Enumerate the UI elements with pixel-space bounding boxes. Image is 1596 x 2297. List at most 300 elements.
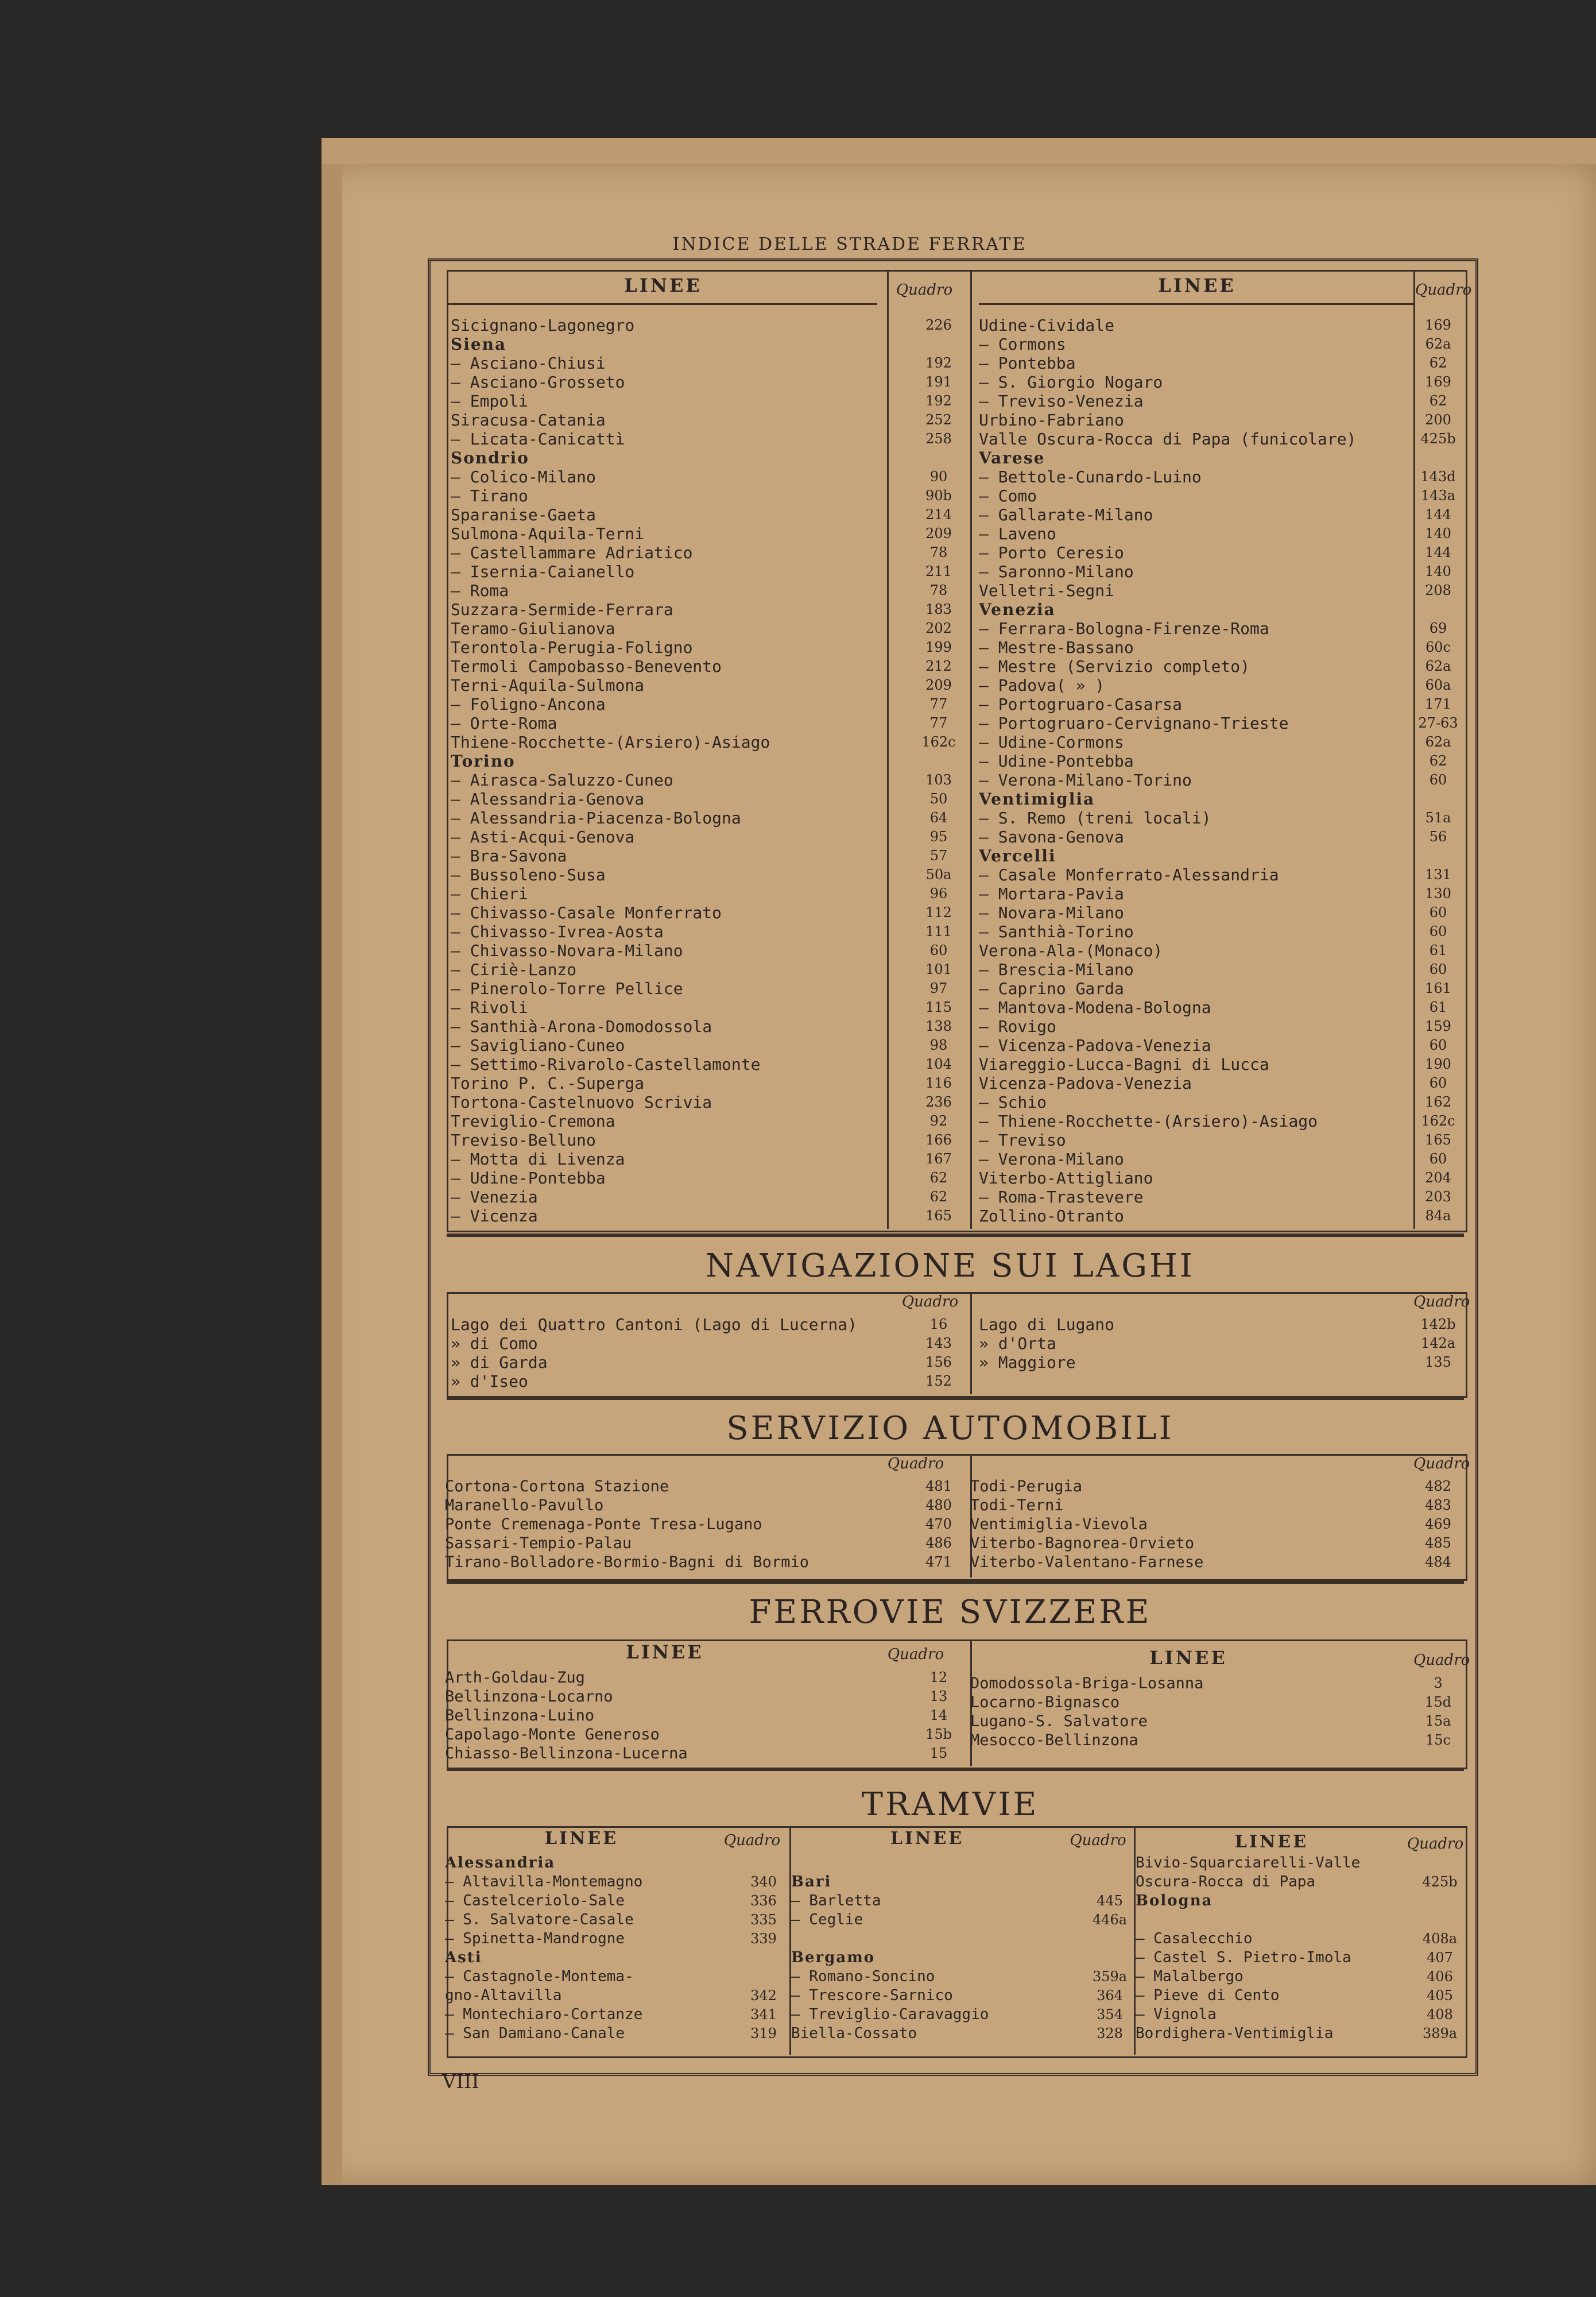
index-entry bbox=[451, 486, 962, 505]
entry-name: — Castel S. Pietro-Imola bbox=[1136, 1949, 1351, 1966]
index-entry bbox=[979, 354, 1461, 373]
index-entry bbox=[451, 1074, 962, 1093]
entry-name: — Romano-Soncino bbox=[791, 1968, 935, 1985]
index-entry bbox=[445, 1515, 962, 1534]
tramvie-linee-2: LINEE bbox=[890, 1828, 964, 1849]
entry-name: — Santhià-Torino bbox=[979, 922, 1134, 941]
linee-header-left: LINEE bbox=[624, 274, 702, 296]
index-entry bbox=[979, 543, 1461, 562]
entry-name: — Porto Ceresio bbox=[979, 543, 1124, 562]
entry-name: — Rovigo bbox=[979, 1017, 1056, 1036]
entry-quadro: 143d bbox=[1420, 469, 1456, 485]
entry-name: — Vicenza-Padova-Venezia bbox=[979, 1036, 1211, 1055]
entry-name: — Tirano bbox=[451, 486, 528, 505]
index-entry bbox=[445, 1687, 962, 1706]
entry-name: — Ferrara-Bologna-Firenze-Roma bbox=[979, 619, 1269, 638]
entry-name: Torino P. C.-Superga bbox=[451, 1074, 645, 1093]
index-entry bbox=[1136, 1873, 1463, 1892]
entry-name: Oscura-Rocca di Papa bbox=[1136, 1873, 1316, 1890]
entry-quadro: 13 bbox=[929, 1688, 948, 1704]
entry-name: — Padova( » ) bbox=[979, 676, 1105, 695]
index-entry bbox=[451, 998, 962, 1017]
entry-quadro: 60 bbox=[1429, 1151, 1447, 1167]
entry-name: Asti bbox=[445, 1949, 482, 1966]
index-entry bbox=[979, 486, 1461, 505]
automobili-quadro-left: Quadro bbox=[887, 1455, 944, 1472]
index-entry bbox=[979, 922, 1461, 941]
index-entry bbox=[979, 714, 1461, 733]
entry-quadro: 364 bbox=[1097, 1987, 1123, 2004]
page-binding-edge bbox=[321, 164, 342, 2185]
index-entry bbox=[979, 638, 1461, 657]
entry-quadro: 50 bbox=[929, 791, 948, 807]
entry-quadro: 162 bbox=[1425, 1094, 1451, 1110]
index-entry bbox=[451, 411, 962, 430]
entry-quadro: 183 bbox=[925, 601, 952, 617]
index-entry bbox=[451, 657, 962, 676]
tramvie-list-3 bbox=[1136, 1854, 1463, 2043]
index-entry bbox=[979, 733, 1461, 752]
entry-name: Termoli Campobasso-Benevento bbox=[451, 657, 722, 676]
index-entry bbox=[791, 2005, 1133, 2024]
entry-quadro: 319 bbox=[750, 2025, 777, 2041]
entry-quadro: 445 bbox=[1097, 1893, 1123, 1909]
entry-quadro: 84a bbox=[1425, 1208, 1451, 1224]
entry-quadro: 142b bbox=[1420, 1316, 1456, 1332]
entry-quadro: 481 bbox=[925, 1478, 952, 1494]
index-entry bbox=[970, 1674, 1461, 1693]
entry-name: — S. Salvatore-Casale bbox=[445, 1911, 634, 1928]
index-entry bbox=[979, 316, 1461, 335]
index-entry bbox=[451, 1055, 962, 1074]
entry-name: — Asciano-Grosseto bbox=[451, 373, 625, 392]
entry-quadro: 336 bbox=[750, 1893, 777, 1909]
index-entry bbox=[451, 543, 962, 562]
entry-quadro: 60 bbox=[1429, 904, 1447, 921]
entry-quadro: 60 bbox=[1429, 1075, 1447, 1091]
entry-name: — Como bbox=[979, 486, 1037, 505]
index-entry bbox=[451, 316, 962, 335]
index-entry bbox=[979, 771, 1461, 790]
index-entry bbox=[451, 865, 962, 884]
navigazione-center-divider bbox=[970, 1292, 972, 1394]
linee-center-divider bbox=[970, 270, 972, 1229]
index-entry bbox=[979, 467, 1461, 486]
entry-name: — Roma-Trastevere bbox=[979, 1188, 1144, 1206]
index-entry bbox=[970, 1731, 1461, 1750]
entry-name: Bordighera-Ventimiglia bbox=[1136, 2025, 1334, 2042]
entry-name: — Treviglio-Caravaggio bbox=[791, 2006, 989, 2023]
entry-quadro: 192 bbox=[925, 393, 952, 409]
index-entry bbox=[791, 1911, 1133, 1929]
index-entry bbox=[451, 1150, 962, 1169]
entry-name: — Alessandria-Genova bbox=[451, 790, 645, 809]
entry-name: Vercelli bbox=[979, 846, 1056, 865]
index-entry bbox=[451, 922, 962, 941]
entry-name: — Altavilla-Montemagno bbox=[445, 1873, 643, 1890]
index-entry bbox=[1136, 1967, 1463, 1986]
entry-name: — Airasca-Saluzzo-Cuneo bbox=[451, 771, 673, 790]
entry-name: — Roma bbox=[451, 581, 509, 600]
entry-quadro: 143 bbox=[925, 1335, 952, 1351]
index-entry bbox=[451, 714, 962, 733]
entry-quadro: 60c bbox=[1425, 639, 1451, 655]
entry-quadro: 90b bbox=[925, 488, 952, 504]
entry-name: Lago dei Quattro Cantoni (Lago di Lucerna) bbox=[451, 1315, 858, 1334]
index-entry bbox=[979, 581, 1461, 600]
entry-name: Cortona-Cortona Stazione bbox=[445, 1478, 669, 1495]
index-entry bbox=[451, 354, 962, 373]
group-heading bbox=[791, 1948, 1133, 1967]
index-entry bbox=[451, 638, 962, 657]
entry-quadro: 101 bbox=[925, 961, 952, 977]
index-entry bbox=[451, 467, 962, 486]
index-entry bbox=[979, 1169, 1461, 1188]
entry-name: — Santhià-Arona-Domodossola bbox=[451, 1017, 712, 1036]
entry-quadro: 90 bbox=[929, 469, 948, 485]
entry-name: — Isernia-Caianello bbox=[451, 562, 635, 581]
index-entry bbox=[979, 998, 1461, 1017]
entry-name: — Caprino Garda bbox=[979, 979, 1124, 998]
entry-quadro: 258 bbox=[925, 431, 952, 447]
entry-name: — Gallarate-Milano bbox=[979, 505, 1153, 524]
entry-quadro: 62a bbox=[1425, 658, 1451, 674]
entry-quadro: 15c bbox=[1425, 1732, 1451, 1748]
entry-name: — Chivasso-Ivrea-Aosta bbox=[451, 922, 664, 941]
tramvie-title: TRAMVIE bbox=[861, 1786, 1039, 1823]
index-entry bbox=[979, 392, 1461, 411]
index-entry bbox=[451, 771, 962, 790]
index-entry bbox=[791, 1854, 1133, 1873]
entry-quadro: 140 bbox=[1425, 525, 1451, 542]
entry-name: Udine-Cividale bbox=[979, 316, 1115, 335]
index-entry bbox=[979, 1093, 1461, 1112]
entry-name: — Chivasso-Novara-Milano bbox=[451, 941, 683, 960]
index-entry bbox=[451, 1372, 962, 1391]
quadro-header-right: Quadro bbox=[1415, 281, 1472, 299]
entry-name: Sparanise-Gaeta bbox=[451, 505, 596, 524]
tramvie-quadro-2: Quadro bbox=[1070, 1832, 1126, 1849]
entry-quadro: 62a bbox=[1425, 734, 1451, 750]
index-entry bbox=[970, 1515, 1461, 1534]
running-title: INDICE DELLE STRADE FERRATE bbox=[672, 234, 1027, 254]
entry-quadro: 144 bbox=[1425, 506, 1451, 523]
index-entry bbox=[970, 1534, 1461, 1553]
entry-quadro: 156 bbox=[925, 1354, 952, 1370]
entry-name: » d'Iseo bbox=[451, 1372, 528, 1391]
entry-name: — Spinetta-Mandrogne bbox=[445, 1930, 625, 1947]
entry-name: — Chivasso-Casale Monferrato bbox=[451, 903, 722, 922]
index-entry bbox=[979, 827, 1461, 846]
entry-name: — San Damiano-Canale bbox=[445, 2025, 625, 2042]
entry-name: — Pinerolo-Torre Pellice bbox=[451, 979, 683, 998]
entry-name: Ponte Cremenaga-Ponte Tresa-Lugano bbox=[445, 1515, 762, 1533]
entry-quadro: 169 bbox=[1425, 374, 1451, 390]
entry-quadro: 111 bbox=[925, 923, 952, 939]
index-entry bbox=[970, 1496, 1461, 1515]
entry-quadro: 130 bbox=[1425, 885, 1451, 902]
tramvie-linee-3: LINEE bbox=[1234, 1832, 1309, 1852]
entry-name: Bellinzona-Locarno bbox=[445, 1688, 613, 1706]
entry-name: — Orte-Roma bbox=[451, 714, 557, 733]
entry-quadro: 96 bbox=[929, 885, 948, 902]
entry-quadro: 64 bbox=[929, 810, 948, 826]
entry-name: Tortona-Castelnuovo Scrivia bbox=[451, 1093, 712, 1112]
entry-name: — Castellammare Adriatico bbox=[451, 543, 693, 562]
index-entry bbox=[451, 960, 962, 979]
entry-name: — Rivoli bbox=[451, 998, 528, 1017]
entry-name: — Savigliano-Cuneo bbox=[451, 1036, 625, 1055]
entry-quadro: 199 bbox=[925, 639, 952, 655]
entry-quadro: 354 bbox=[1097, 2006, 1123, 2023]
entry-quadro: 152 bbox=[925, 1373, 952, 1389]
entry-quadro: 62 bbox=[1429, 393, 1447, 409]
entry-quadro: 328 bbox=[1097, 2025, 1123, 2041]
entry-name: Arth-Goldau-Zug bbox=[445, 1669, 585, 1687]
automobili-quadro-right: Quadro bbox=[1413, 1455, 1470, 1472]
entry-name: — Mestre (Servizio completo) bbox=[979, 657, 1250, 676]
index-entry bbox=[979, 809, 1461, 827]
linee-list-right bbox=[979, 316, 1461, 1225]
entry-quadro: 482 bbox=[1425, 1478, 1451, 1494]
entry-quadro: 140 bbox=[1425, 563, 1451, 579]
index-entry bbox=[979, 1074, 1461, 1093]
entry-name: — Laveno bbox=[979, 524, 1056, 543]
entry-name: Bari bbox=[791, 1873, 832, 1890]
entry-name: — Empoli bbox=[451, 392, 528, 411]
entry-quadro: 61 bbox=[1429, 942, 1447, 958]
index-entry bbox=[445, 2024, 787, 2043]
index-entry bbox=[451, 430, 962, 448]
entry-quadro: 407 bbox=[1427, 1950, 1453, 1966]
entry-name: Locarno-Bignasco bbox=[970, 1693, 1120, 1711]
entry-quadro: 167 bbox=[925, 1151, 952, 1167]
entry-name: — Treviso-Venezia bbox=[979, 392, 1144, 411]
entry-quadro: 214 bbox=[925, 506, 952, 523]
index-entry bbox=[451, 524, 962, 543]
entry-name: — Ceglie bbox=[791, 1911, 863, 1928]
entry-quadro: 62 bbox=[1429, 753, 1447, 769]
svizzere-title: FERROVIE SVIZZERE bbox=[749, 1594, 1152, 1631]
index-entry bbox=[445, 1725, 962, 1744]
entry-quadro: 341 bbox=[750, 2006, 777, 2023]
index-entry bbox=[979, 1315, 1461, 1334]
entry-name: — Udine-Pontebba bbox=[451, 1169, 606, 1188]
entry-quadro: 144 bbox=[1425, 544, 1451, 560]
entry-name: — Castagnole-Montema- bbox=[445, 1968, 634, 1985]
index-entry bbox=[451, 1315, 962, 1334]
group-heading bbox=[451, 335, 962, 354]
entry-name: — Treviso bbox=[979, 1131, 1066, 1150]
index-entry bbox=[1136, 1948, 1463, 1967]
entry-name: — Casale Monferrato-Alessandria bbox=[979, 865, 1279, 884]
entry-name: Siracusa-Catania bbox=[451, 411, 606, 430]
entry-name: Biella-Cossato bbox=[791, 2025, 917, 2042]
entry-quadro: 15a bbox=[1425, 1713, 1451, 1729]
entry-name: — Mestre-Bassano bbox=[979, 638, 1134, 657]
index-entry bbox=[451, 676, 962, 695]
index-entry bbox=[979, 505, 1461, 524]
entry-quadro: 359a bbox=[1092, 1969, 1128, 1985]
index-entry bbox=[445, 1873, 787, 1892]
index-entry bbox=[1136, 2024, 1463, 2043]
entry-name: Alessandria bbox=[445, 1854, 556, 1871]
entry-quadro: 192 bbox=[925, 355, 952, 371]
svizzere-list-right bbox=[970, 1674, 1461, 1750]
index-entry bbox=[445, 1967, 787, 1986]
index-entry bbox=[451, 392, 962, 411]
index-entry bbox=[451, 733, 962, 752]
entry-quadro: 115 bbox=[925, 999, 952, 1015]
entry-quadro: 425b bbox=[1420, 431, 1456, 447]
index-entry bbox=[970, 1477, 1461, 1496]
entry-name: — Portogruaro-Cervignano-Trieste bbox=[979, 714, 1289, 733]
entry-quadro: 135 bbox=[1425, 1354, 1451, 1370]
entry-quadro: 98 bbox=[929, 1037, 948, 1053]
index-entry bbox=[1136, 1986, 1463, 2005]
entry-quadro: 252 bbox=[925, 412, 952, 428]
entry-quadro: 57 bbox=[929, 848, 948, 864]
group-heading bbox=[445, 1948, 787, 1967]
entry-name: — Barletta bbox=[791, 1892, 881, 1909]
index-entry bbox=[1136, 1911, 1463, 1929]
index-entry bbox=[979, 676, 1461, 695]
entry-quadro: 165 bbox=[925, 1208, 952, 1224]
index-entry bbox=[791, 1929, 1133, 1948]
index-entry bbox=[451, 1334, 962, 1353]
entry-quadro: 15d bbox=[1425, 1694, 1451, 1710]
entry-name: — Castelceriolo-Sale bbox=[445, 1892, 625, 1909]
index-entry bbox=[451, 1353, 962, 1372]
svizzere-quadro-left: Quadro bbox=[887, 1646, 944, 1663]
entry-name: — Asciano-Chiusi bbox=[451, 354, 606, 373]
index-entry bbox=[979, 865, 1461, 884]
navigazione-list-right bbox=[979, 1315, 1461, 1372]
entry-name: — Saronno-Milano bbox=[979, 562, 1134, 581]
tramvie-quadro-1: Quadro bbox=[723, 1832, 781, 1849]
entry-name: — Verona-Milano bbox=[979, 1150, 1124, 1169]
entry-name: Teramo-Giulianova bbox=[451, 619, 615, 638]
index-entry bbox=[451, 581, 962, 600]
entry-name: » di Como bbox=[451, 1334, 538, 1353]
entry-name: — Mantova-Modena-Bologna bbox=[979, 998, 1211, 1017]
index-entry bbox=[451, 619, 962, 638]
entry-name: Maranello-Pavullo bbox=[445, 1496, 604, 1514]
index-entry bbox=[979, 941, 1461, 960]
index-entry bbox=[979, 695, 1461, 714]
entry-quadro: 169 bbox=[1425, 317, 1451, 333]
entry-name: Capolago-Monte Generoso bbox=[445, 1726, 660, 1743]
tramvie-linee-1: LINEE bbox=[544, 1828, 619, 1849]
entry-quadro: 143a bbox=[1420, 488, 1456, 504]
entry-quadro: 77 bbox=[929, 715, 948, 731]
group-heading bbox=[1136, 1892, 1463, 1911]
index-entry bbox=[979, 903, 1461, 922]
entry-name: — Savona-Genova bbox=[979, 827, 1124, 846]
entry-name: Verona-Ala-(Monaco) bbox=[979, 941, 1163, 960]
index-entry bbox=[791, 2024, 1133, 2043]
index-entry bbox=[445, 1477, 962, 1496]
entry-quadro: 484 bbox=[1425, 1554, 1451, 1570]
entry-name: — Vignola bbox=[1136, 2006, 1217, 2023]
index-entry bbox=[979, 335, 1461, 354]
entry-quadro: 97 bbox=[929, 980, 948, 996]
index-entry bbox=[451, 790, 962, 809]
index-entry bbox=[979, 1334, 1461, 1353]
entry-quadro: 485 bbox=[1425, 1535, 1451, 1551]
entry-name: » Maggiore bbox=[979, 1353, 1076, 1372]
tramvie-list-1 bbox=[445, 1854, 787, 2043]
index-entry bbox=[979, 657, 1461, 676]
entry-quadro: 389a bbox=[1422, 2025, 1458, 2041]
entry-name: — Thiene-Rocchette-(Arsiero)-Asiago bbox=[979, 1112, 1318, 1131]
entry-quadro: 340 bbox=[750, 1874, 777, 1890]
entry-quadro: 408a bbox=[1422, 1931, 1458, 1947]
entry-quadro: 60 bbox=[929, 942, 948, 958]
entry-name: » d'Orta bbox=[979, 1334, 1056, 1353]
entry-name: Todi-Terni bbox=[970, 1496, 1064, 1514]
entry-name: Ventimiglia bbox=[979, 790, 1095, 809]
entry-name: — Casalecchio bbox=[1136, 1930, 1253, 1947]
entry-name: Sulmona-Aquila-Terni bbox=[451, 524, 645, 543]
entry-quadro: 78 bbox=[929, 582, 948, 598]
entry-name: Domodossola-Briga-Losanna bbox=[970, 1675, 1204, 1692]
entry-quadro: 339 bbox=[750, 1931, 777, 1947]
index-entry bbox=[1136, 1929, 1463, 1948]
index-entry bbox=[445, 1706, 962, 1725]
index-entry bbox=[979, 1131, 1461, 1150]
section-rule-navigazione bbox=[447, 1233, 1464, 1237]
index-entry bbox=[979, 1055, 1461, 1074]
entry-quadro: 16 bbox=[929, 1316, 948, 1332]
entry-name: — Asti-Acqui-Genova bbox=[451, 827, 635, 846]
index-entry bbox=[445, 1892, 787, 1911]
navigazione-quadro-right: Quadro bbox=[1413, 1293, 1470, 1310]
svizzere-quadro-right: Quadro bbox=[1413, 1652, 1470, 1669]
entry-name: Bellinzona-Luino bbox=[445, 1707, 595, 1724]
entry-quadro: 204 bbox=[1425, 1170, 1451, 1186]
index-entry bbox=[979, 1036, 1461, 1055]
entry-quadro: 446a bbox=[1092, 1912, 1128, 1928]
entry-quadro: 203 bbox=[1425, 1189, 1451, 1205]
entry-name: Bivio-Squarciarelli-Valle bbox=[1136, 1854, 1361, 1871]
entry-name: Sicignano-Lagonegro bbox=[451, 316, 635, 335]
page-number: VIII bbox=[442, 2070, 479, 2093]
entry-quadro: 190 bbox=[1425, 1056, 1451, 1072]
group-heading bbox=[451, 752, 962, 771]
entry-name: — Bussoleno-Susa bbox=[451, 865, 606, 884]
entry-quadro: 60 bbox=[1429, 1037, 1447, 1053]
entry-name: — Cormons bbox=[979, 335, 1066, 354]
index-entry bbox=[979, 430, 1461, 448]
entry-quadro: 69 bbox=[1429, 620, 1447, 636]
index-entry bbox=[451, 505, 962, 524]
section-rule-automobili bbox=[447, 1397, 1464, 1400]
entry-quadro: 15b bbox=[925, 1726, 952, 1742]
svizzere-linee-left: LINEE bbox=[626, 1641, 704, 1663]
index-entry bbox=[451, 1131, 962, 1150]
index-entry bbox=[979, 619, 1461, 638]
index-entry bbox=[970, 1693, 1461, 1712]
entry-name: Todi-Perugia bbox=[970, 1478, 1083, 1495]
entry-quadro: 405 bbox=[1427, 1987, 1453, 2004]
entry-quadro: 226 bbox=[925, 317, 952, 333]
index-entry bbox=[979, 884, 1461, 903]
entry-quadro: 470 bbox=[925, 1516, 952, 1532]
tramvie-list-2 bbox=[791, 1854, 1133, 2043]
index-entry bbox=[451, 1169, 962, 1188]
entry-quadro: 104 bbox=[925, 1056, 952, 1072]
